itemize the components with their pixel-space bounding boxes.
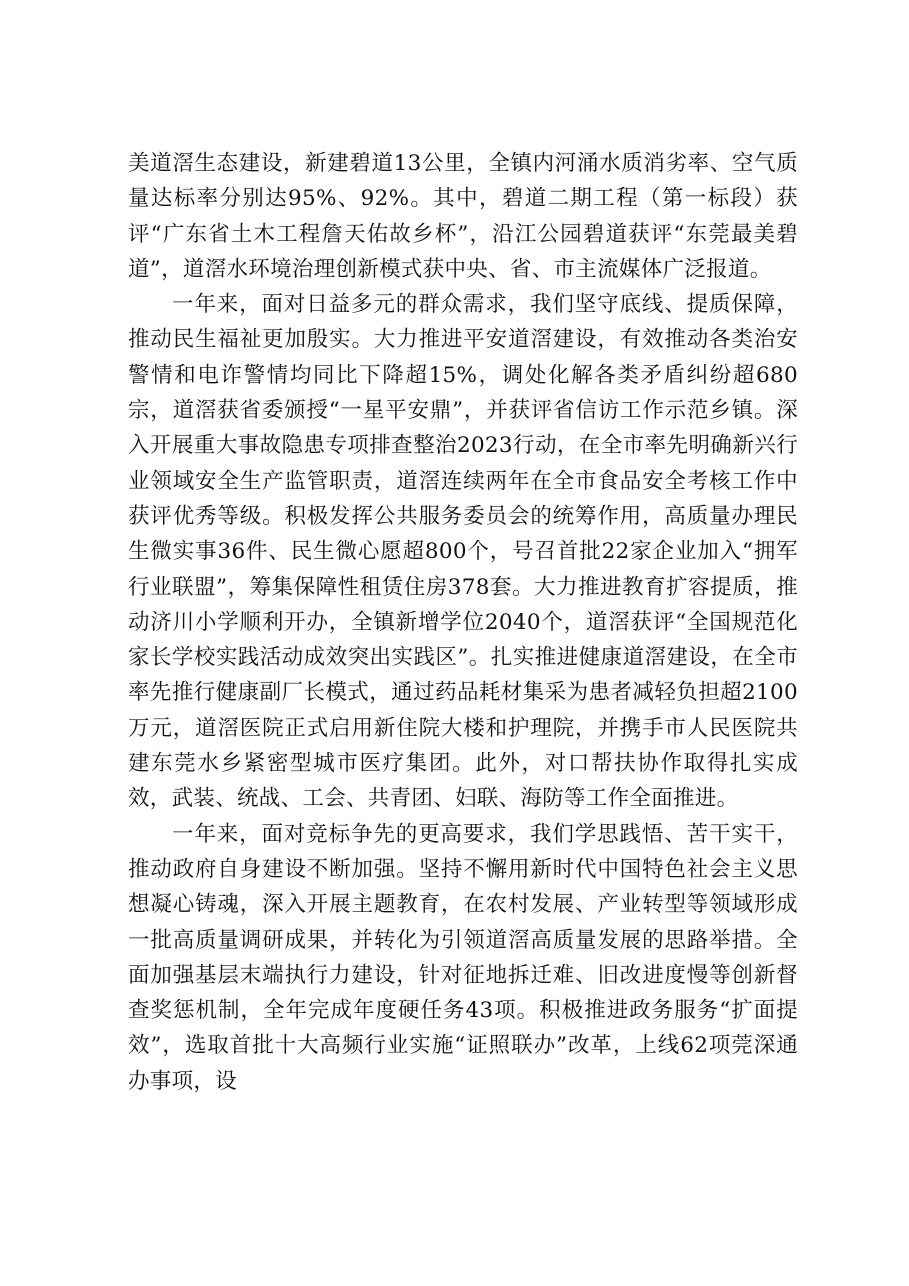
- paragraph-3: 一年来，面对竞标争先的更高要求，我们学思践悟、苦干实干，推动政府自身建设不断加强。坚持不懈用新时代中国特色社会主义思想凝心铸魂，深入开展主题教育，在农村发展、产业转型等领域形成一批高质量调研成果，并转化为引领道滘高质量发展的思路举措。全面加强基层末端执行力建设，针对征地拆迁难、旧改进度慢等创新督查奖惩机制，全年完成年度硬任务43项。积极推进政务服务“扩面提效”，选取首批十大高频行业实施“证照联办”改革，上线62项莞深通办事项，设: [128, 821, 798, 1094]
- paragraph-2: 一年来，面对日益多元的群众需求，我们坚守底线、提质保障，推动民生福祉更加殷实。大力推进平安道滘建设，有效推动各类治安警情和电诈警情均同比下降超15%，调处化解各类矛盾纠纷超680宗，道滘获省委颁授“一星平安鼎”，并获评省信访工作示范乡镇。深入开展重大事故隐患专项排查整治2023行动，在全市率先明确新兴行业领域安全生产监管职责，道滘连续两年在全市食品安全考核工作中获评优秀等级。积极发挥公共服务委员会的统筹作用，高质量办理民生微实事36件、民生微心愿超800个，号召首批22家企业加入“拥军行业联盟”，筹集保障性租赁住房378套。大力推进教育扩容提质，推动济川小学顺利开办，全镇新增学位2040个，道滘获评“全国规范化家长学校实践活动成效突出实践区”。扎实推进健康道滘建设，在全市率先推行健康副厂长模式，通过药品耗材集采为患者减轻负担超2100万元，道滘医院正式启用新住院大楼和护理院，并携手市人民医院共建东莞水乡紧密型城市医疗集团。此外，对口帮扶协作取得扎实成效，武装、统战、工会、共青团、妇联、海防等工作全面推进。: [128, 292, 798, 812]
- document-body: [128, 146, 798, 1099]
- paragraph-1: 美道滘生态建设，新建碧道13公里，全镇内河涌水质消劣率、空气质量达标率分别达95%、92%。其中，碧道二期工程（第一标段）获评“广东省土木工程詹天佑故乡杯”，沿江公园碧道获评“东莞最美碧道”，道滘水环境治理创新模式获中央、省、市主流媒体广泛报道。: [128, 151, 798, 282]
